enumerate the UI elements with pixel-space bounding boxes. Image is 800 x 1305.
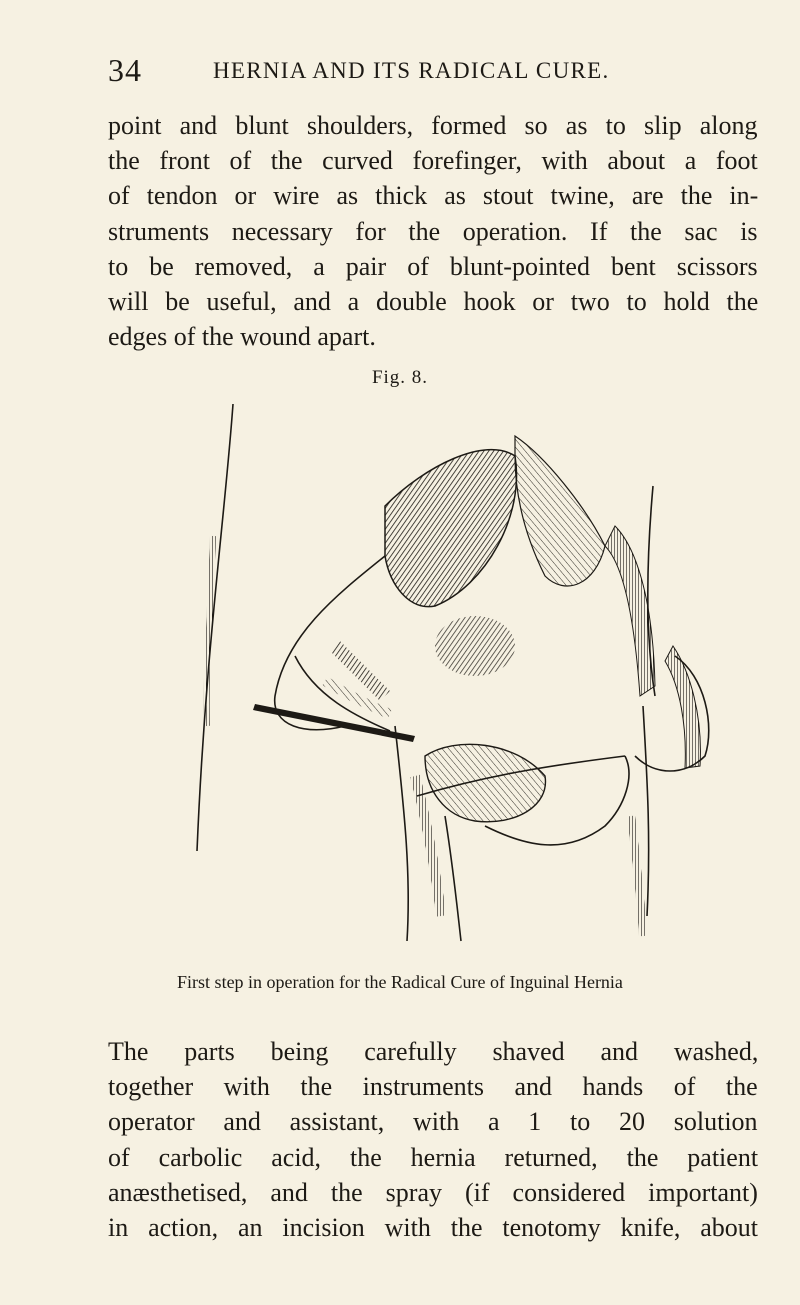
text-line: struments necessary for the operation. If the sac is [108, 216, 758, 246]
figure-illustration [185, 396, 725, 966]
text-line: point and blunt shoulders, formed so as to slip along [108, 111, 758, 140]
paragraph-bottom [108, 1034, 758, 1245]
page-number: 34 [108, 52, 142, 88]
text-line: operator and assistant, with a 1 to 20 solution [108, 1107, 758, 1137]
text-line: of carbolic acid, the hernia returned, the patient [108, 1142, 759, 1172]
text-line: will be useful, and a double hook or two to hold the [108, 287, 759, 317]
text-line: in action, an incision with the tenotomy knife, about [108, 1213, 759, 1243]
text-line: anæsthetised, and the spray (if considered important) [108, 1177, 758, 1207]
page-header [108, 52, 758, 96]
figure-caption: First step in operation for the Radical Cure of Inguinal Hernia [177, 972, 623, 992]
figure-label: Fig. 8. [371, 367, 429, 388]
text-line: to be removed, a pair of blunt-pointed bent scissors [108, 251, 758, 281]
text-line: the front of the curved forefinger, with about a foot [108, 146, 758, 176]
text-line: of tendon or wire as thick as stout twine, are the in- [108, 181, 759, 211]
text-line: The parts being carefully shaved and washed, [108, 1037, 759, 1066]
paragraph-top [108, 108, 758, 354]
running-head: HERNIA AND ITS RADICAL CURE. [213, 58, 610, 83]
text-line: edges of the wound apart. [108, 322, 376, 352]
text-line: together with the instruments and hands of the [108, 1072, 758, 1102]
